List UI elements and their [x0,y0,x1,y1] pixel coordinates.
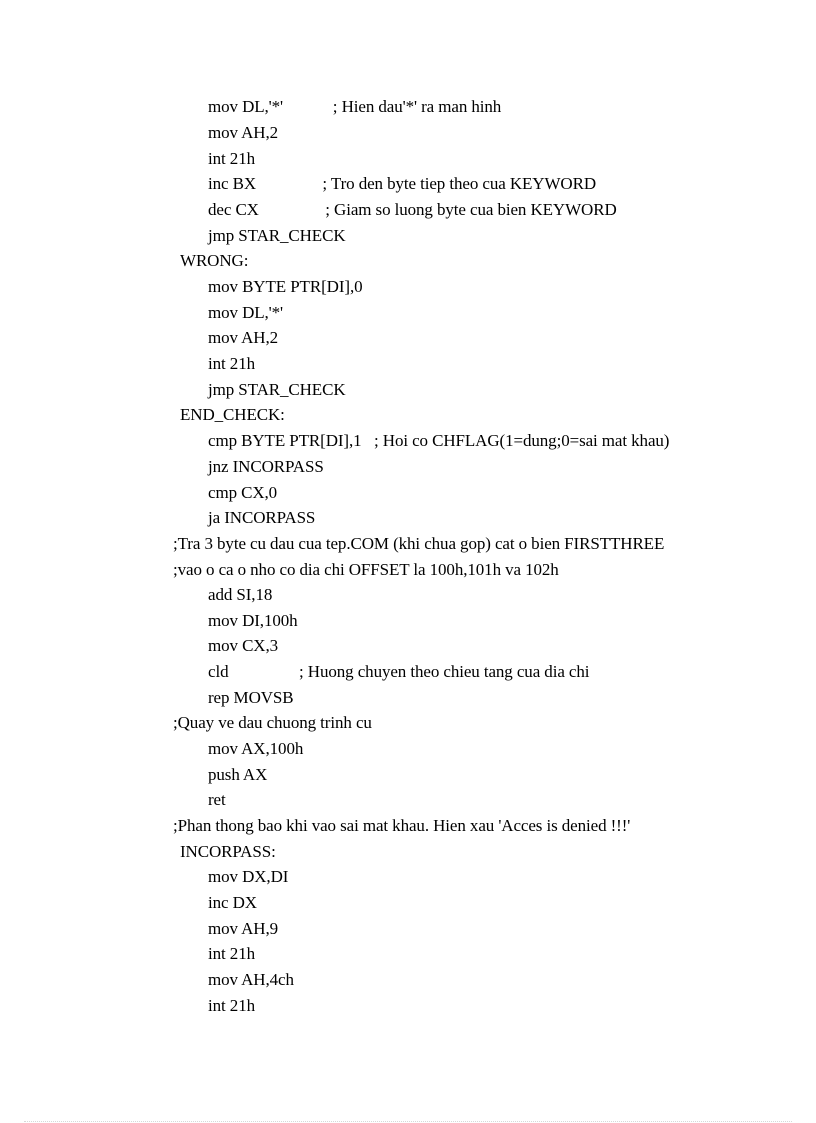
code-line: int 21h [208,149,255,168]
code-line: ret [208,790,226,809]
code-line: add SI,18 [208,585,273,604]
code-line: mov AH,2 [208,123,279,142]
code-line: mov AH,9 [208,919,279,938]
code-line: push AX [208,765,268,784]
code-line: jmp STAR_CHECK [208,380,346,399]
code-line: mov DL,'*' ; Hien dau'*' ra man hinh [208,97,502,116]
code-comment: ;Quay ve dau chuong trinh cu [173,713,372,732]
code-line: mov DX,DI [208,867,289,886]
code-line: cld ; Huong chuyen theo chieu tang cua dia chi [208,662,590,681]
code-line: mov DL,'*' [208,303,284,322]
code-line: cmp CX,0 [208,483,278,502]
code-line: mov DI,100h [208,611,298,630]
code-line: mov CX,3 [208,636,279,655]
code-line: mov BYTE PTR[DI],0 [208,277,363,296]
code-line: inc DX [208,893,257,912]
code-line: int 21h [208,354,255,373]
code-label: END_CHECK: [180,405,285,424]
code-comment: ;Phan thong bao khi vao sai mat khau. Hien xau 'Acces is denied !!!' [173,816,631,835]
code-comment: ;vao o ca o nho co dia chi OFFSET la 100h,101h va 102h [173,560,559,579]
code-line: rep MOVSB [208,688,294,707]
code-line: ja INCORPASS [208,508,316,527]
code-line: mov AX,100h [208,739,304,758]
code-line: dec CX ; Giam so luong byte cua bien KEYWORD [208,200,617,219]
code-line: jmp STAR_CHECK [208,226,346,245]
code-comment: ;Tra 3 byte cu dau cua tep.COM (khi chua gop) cat o bien FIRSTTHREE [173,534,665,553]
code-line: int 21h [208,944,255,963]
page-bottom-rule [24,1121,792,1122]
code-line: int 21h [208,996,255,1015]
code-line: cmp BYTE PTR[DI],1 ; Hoi co CHFLAG(1=dung;0=sai mat khau) [208,431,670,450]
code-line: jnz INCORPASS [208,457,324,476]
code-line: mov AH,2 [208,328,279,347]
code-label: WRONG: [180,251,249,270]
code-line: mov AH,4ch [208,970,294,989]
code-label: INCORPASS: [180,842,276,861]
code-line: inc BX ; Tro den byte tiep theo cua KEYWORD [208,174,596,193]
